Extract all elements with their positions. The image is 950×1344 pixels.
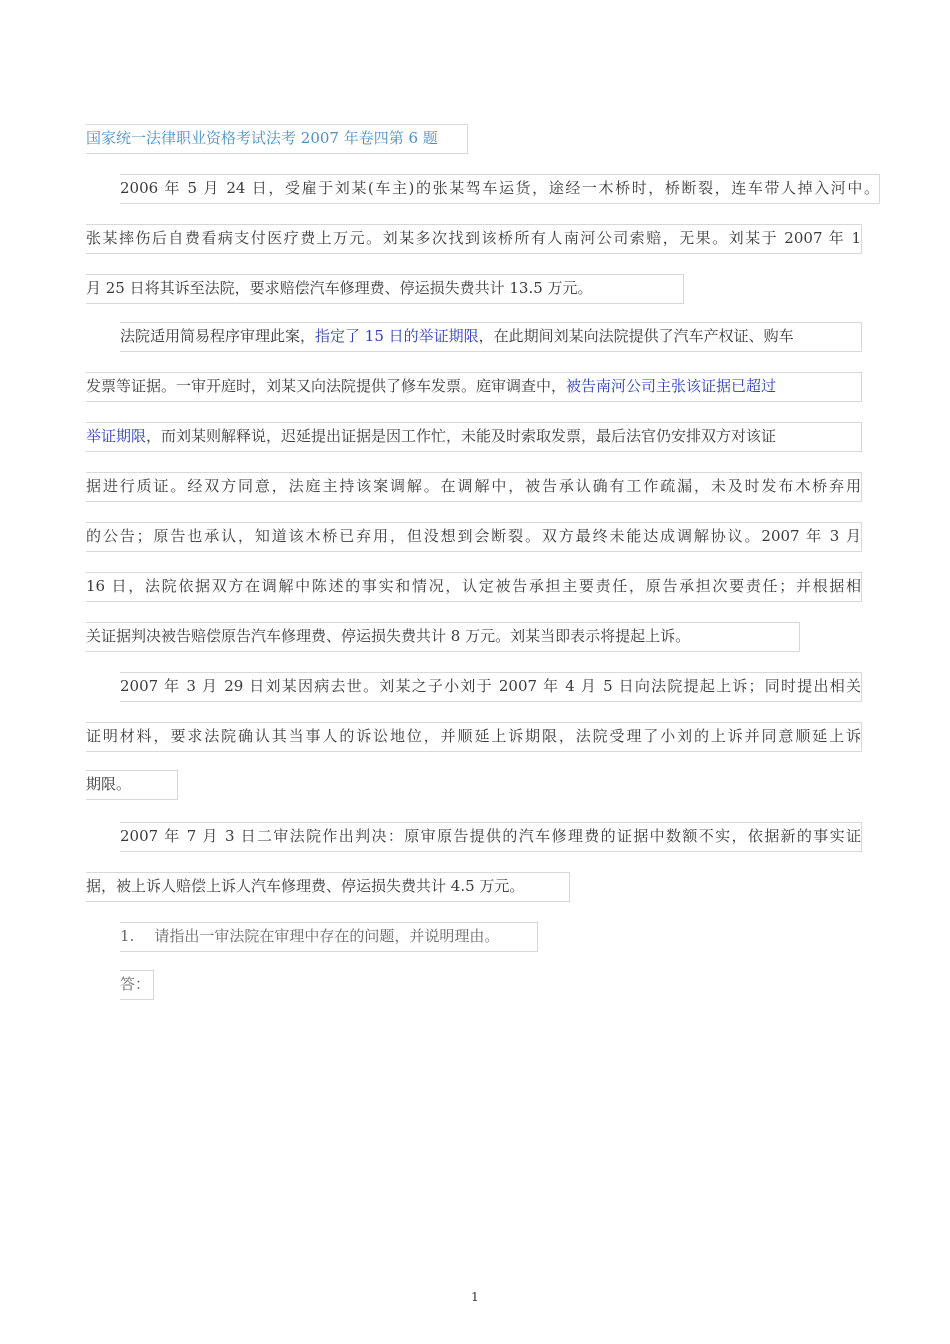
exam-title-link[interactable]: 国家统一法律职业资格考试法考 2007 年卷四第 6 题 [86,124,468,154]
paragraph-2-text: ，在此期间刘某向法院提供了汽车产权证、购车 [478,327,794,345]
paragraph-2-line-3 [86,422,862,452]
paragraph-2-line-2 [86,372,862,402]
paragraph-2-line-5: 的公告；原告也承认，知道该木桥已弃用，但没想到会断裂。双方最终未能达成调解协议。2007 年 3 月 [86,522,862,552]
answer-label: 答： [120,970,154,1000]
paragraph-2-line-7: 关证据判决被告赔偿原告汽车修理费、停运损失费共计 8 万元。刘某当即表示将提起上诉。 [86,622,800,652]
highlight-proof-period: 指定了 15 日的举证期限 [315,327,479,345]
paragraph-2-line-4: 据进行质证。经双方同意，法庭主持该案调解。在调解中，被告承认确有工作疏漏，未及时发布木桥弃用 [86,472,862,502]
highlight-defendant-claim: 被告南河公司主张该证据已超过 [566,377,777,395]
question-number: 1. [120,927,135,945]
paragraph-2-text: 法院适用简易程序审理此案， [120,327,316,345]
paragraph-1-line-1: 2006 年 5 月 24 日，受雇于刘某(车主)的张某驾车运货，途经一木桥时，桥断裂，连车带人掉入河中。 [120,174,880,204]
paragraph-2-line-1 [120,322,862,352]
paragraph-4-line-2: 据，被上诉人赔偿上诉人汽车修理费、停运损失费共计 4.5 万元。 [86,872,570,902]
paragraph-2-line-6: 16 日，法院依据双方在调解中陈述的事实和情况，认定被告承担主要责任，原告承担次要责任；并根据相 [86,572,862,602]
paragraph-2-text: 发票等证据。一审开庭时，刘某又向法院提供了修车发票。庭审调查中， [86,377,567,395]
paragraph-3-line-1: 2007 年 3 月 29 日刘某因病去世。刘某之子小刘于 2007 年 4 月 5 日向法院提起上诉；同时提出相关 [120,672,862,702]
paragraph-2-text: ，而刘某则解释说，迟延提出证据是因工作忙，未能及时索取发票，最后法官仍安排双方对该证 [146,427,777,445]
paragraph-3-line-2: 证明材料，要求法院确认其当事人的诉讼地位，并顺延上诉期限，法院受理了小刘的上诉并同意顺延上诉 [86,722,862,752]
question-text: 请指出一审法院在审理中存在的问题，并说明理由。 [154,927,500,945]
paragraph-1-line-3: 月 25 日将其诉至法院，要求赔偿汽车修理费、停运损失费共计 13.5 万元。 [86,274,684,304]
highlight-proof-deadline: 举证期限 [86,427,147,445]
page-number: 1 [471,1290,479,1304]
paragraph-4-line-1: 2007 年 7 月 3 日二审法院作出判决：原审原告提供的汽车修理费的证据中数额不实，依据新的事实证 [120,822,862,852]
paragraph-3-line-3: 期限。 [86,770,178,800]
paragraph-1-line-2: 张某摔伤后自费看病支付医疗费上万元。刘某多次找到该桥所有人南河公司索赔，无果。刘某于 2007 年 1 [86,224,862,254]
question-item [120,922,538,952]
